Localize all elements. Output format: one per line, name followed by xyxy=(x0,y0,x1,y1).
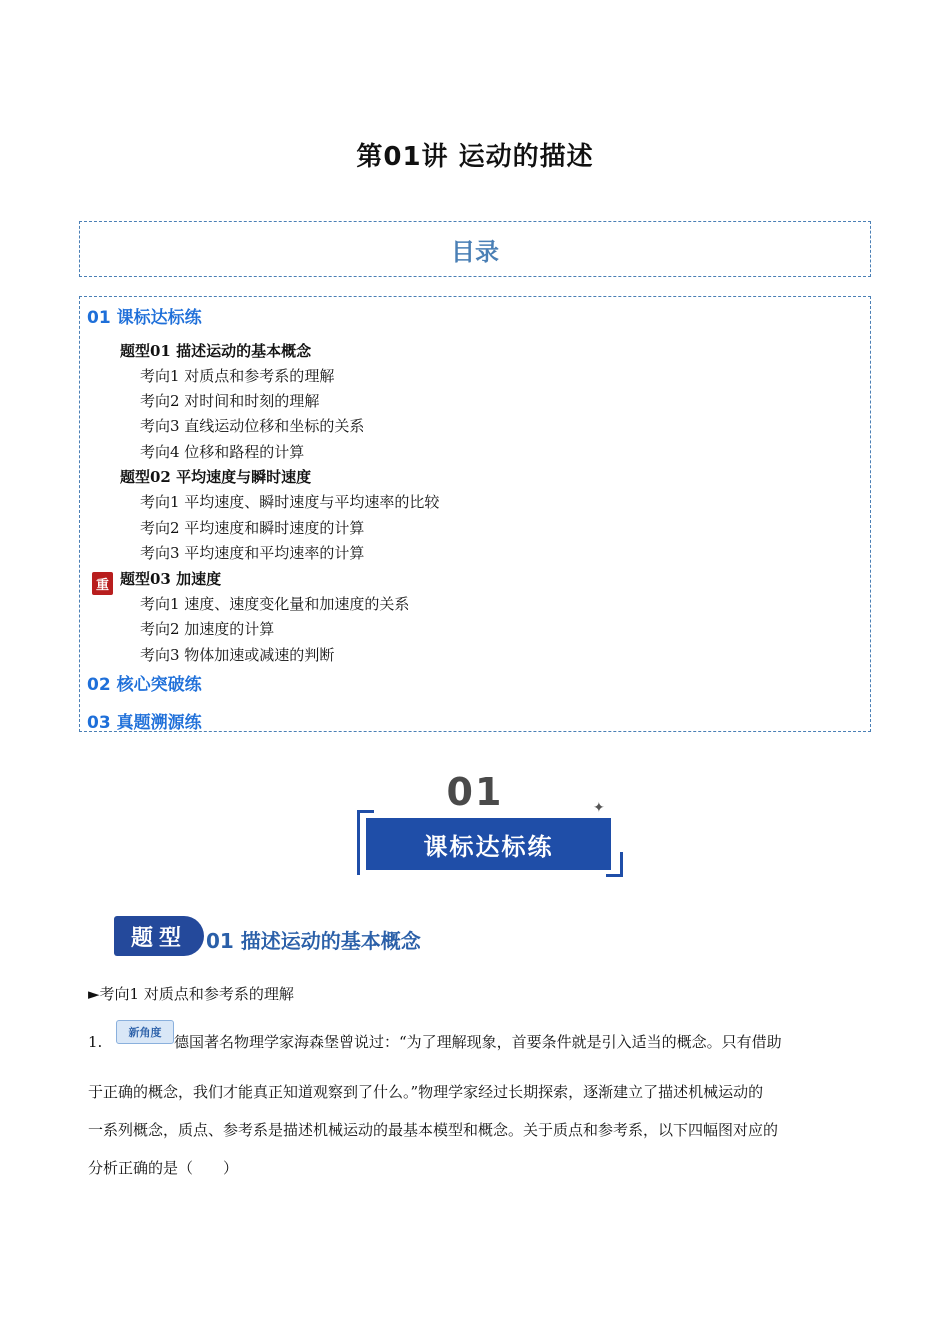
toc-section-1[interactable]: 01 课标达标练 xyxy=(87,308,202,328)
question-line: 一系列概念，质点、参考系是描述机械运动的最基本模型和概念。关于质点和参考系，以下四幅图对应的 xyxy=(88,1121,779,1139)
toc-item[interactable]: 考向3 物体加速或减速的判断 xyxy=(140,646,335,664)
toc-item[interactable]: 考向3 直线运动位移和坐标的关系 xyxy=(140,417,365,435)
question-line: 于正确的概念，我们才能真正知道观察到了什么。”物理学家经过长期探索，逐渐建立了描述机械运动的 xyxy=(88,1083,764,1101)
toc-item[interactable]: 考向1 速度、速度变化量和加速度的关系 xyxy=(140,595,410,613)
toc-type-3[interactable]: 题型03 加速度 xyxy=(120,570,222,588)
page-title: 第01讲 运动的描述 xyxy=(356,142,594,172)
toc-item[interactable]: 考向2 对时间和时刻的理解 xyxy=(140,392,320,410)
banner-label: 课标达标练 xyxy=(423,832,554,861)
type-badge-text: 题型 xyxy=(130,924,187,951)
section-banner xyxy=(366,818,611,870)
question-line: 分析正确的是（ ） xyxy=(88,1159,239,1177)
important-badge: 重 xyxy=(92,572,113,595)
toc-box xyxy=(79,296,871,732)
new-angle-badge: 新角度 xyxy=(116,1020,174,1044)
toc-item[interactable]: 考向4 位移和路程的计算 xyxy=(140,443,305,461)
toc-item[interactable]: 考向2 加速度的计算 xyxy=(140,620,275,638)
toc-item[interactable]: 考向1 平均速度、瞬时速度与平均速率的比较 xyxy=(140,493,440,511)
toc-section-3[interactable]: 03 真题溯源练 xyxy=(87,713,202,733)
kaoxiang-heading: ►考向1 对质点和参考系的理解 xyxy=(88,985,294,1003)
toc-item[interactable]: 考向1 对质点和参考系的理解 xyxy=(140,367,335,385)
question-line: 德国著名物理学家海森堡曾说过：“为了理解现象，首要条件就是引入适当的概念。只有借助 xyxy=(174,1033,782,1051)
banner-number: 01 xyxy=(446,770,504,814)
toc-section-2[interactable]: 02 核心突破练 xyxy=(87,675,202,695)
question-number: 1. xyxy=(88,1033,103,1051)
type-badge xyxy=(114,916,204,956)
toc-heading: 目录 xyxy=(451,237,499,266)
toc-item[interactable]: 考向2 平均速度和瞬时速度的计算 xyxy=(140,519,365,537)
sparkle-icon: ✦ xyxy=(593,800,605,816)
toc-type-2[interactable]: 题型02 平均速度与瞬时速度 xyxy=(120,468,312,486)
toc-header xyxy=(79,221,871,277)
toc-type-1[interactable]: 题型01 描述运动的基本概念 xyxy=(120,342,312,360)
type-title: 01 描述运动的基本概念 xyxy=(206,929,421,953)
toc-item[interactable]: 考向3 平均速度和平均速率的计算 xyxy=(140,544,365,562)
